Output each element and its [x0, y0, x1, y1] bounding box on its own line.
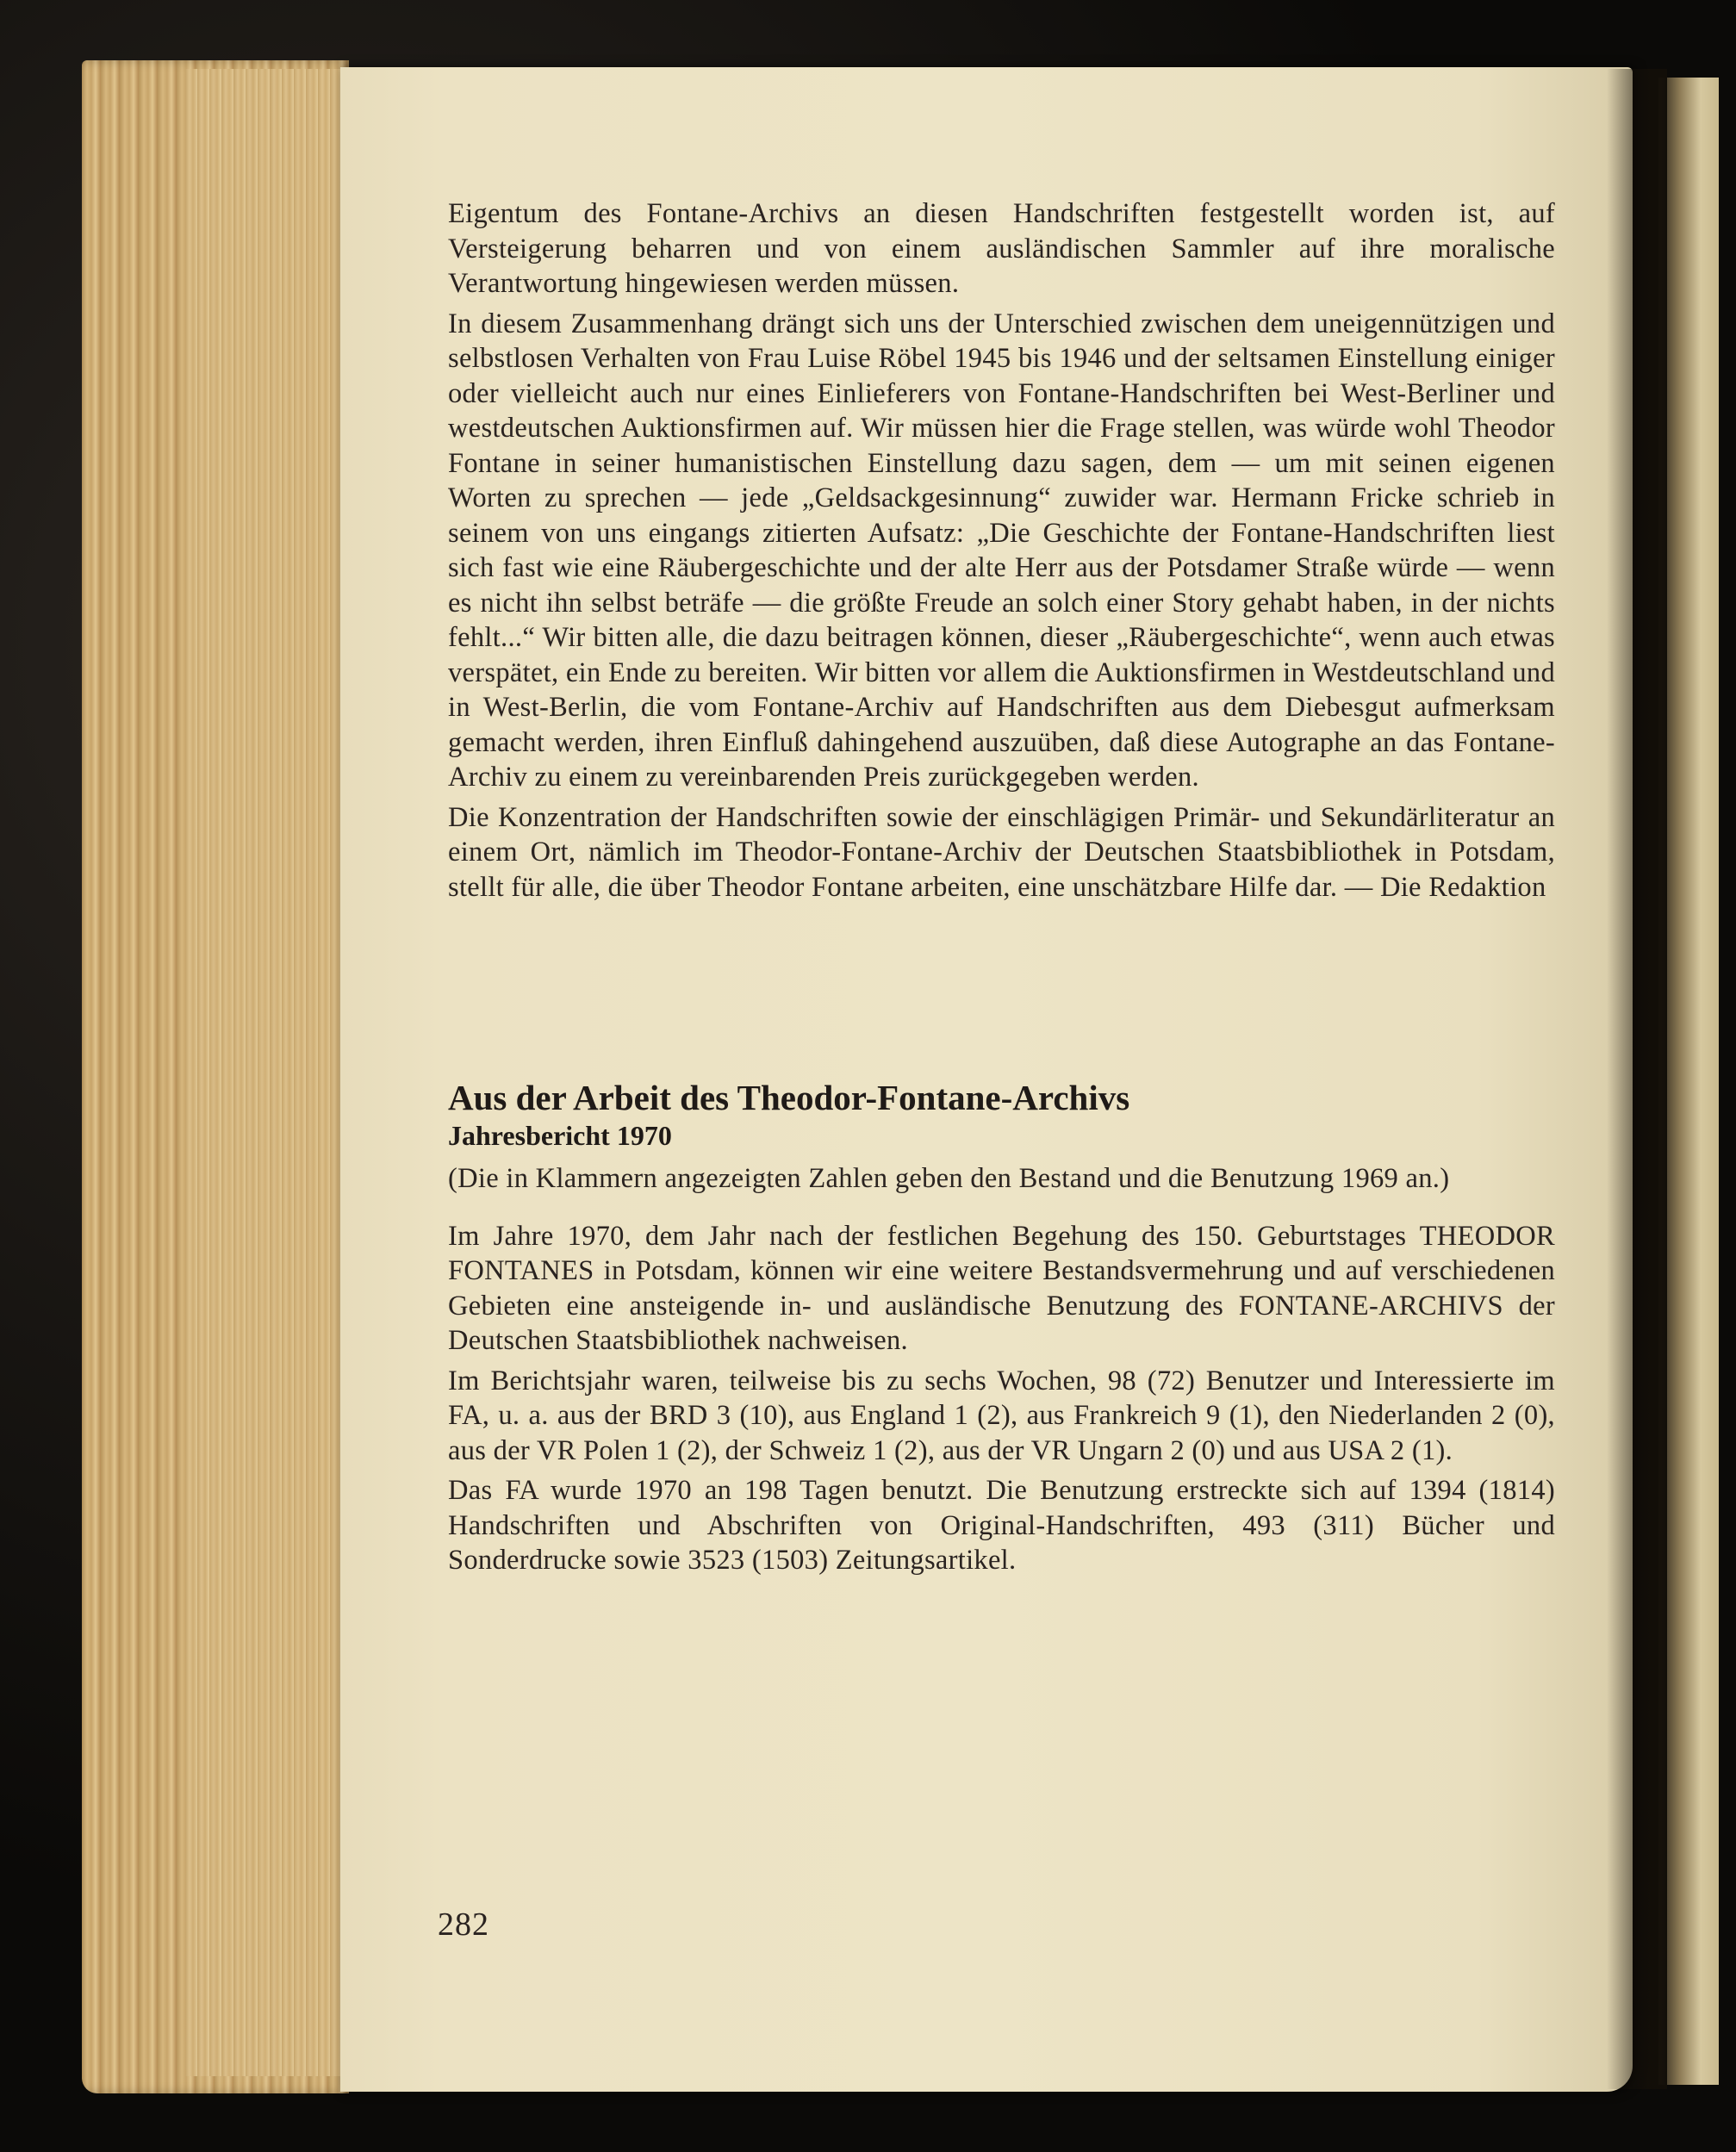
gutter-shadow	[1607, 69, 1667, 2089]
paragraph: Die Konzentration der Handschriften sowie der einschlägigen Primär- und Sekundärliteratur an einem Ort, nämlich im Theodor-Fontane-Archiv der Deutschen Staatsbibliothek in Potsdam, stellt für alle, die über Theodor Fontane arbeiten, eine unschätzbare Hilfe dar. — Die Redaktion	[448, 801, 1555, 903]
next-page-edge	[1658, 78, 1719, 2085]
paragraph: Im Berichtsjahr waren, teilweise bis zu sechs Wochen, 98 (72) Benutzer und Interessierte im FA, u. a. aus der BRD 3 (10), aus England 1 (2), aus Frankreich 9 (1), den Niederlanden 2 (0), aus der VR Polen 1 (2), der Schweiz 1 (2), aus der VR Ungarn 2 (0) und aus USA 2 (1).	[448, 1365, 1555, 1466]
paragraph: Das FA wurde 1970 an 198 Tagen benutzt. Die Benutzung erstreckte sich auf 1394 (1814) Handschriften und Abschriften von Original-Handschriften, 493 (311) Bücher und Sonderdrucke sowie 3523 (1503) Zeitungsartikel.	[448, 1475, 1555, 1576]
page-number: 282	[438, 1906, 489, 1943]
paragraph: In diesem Zusammenhang drängt sich uns der Unterschied zwischen dem uneigennützigen und selbstlosen Verhalten von Frau Luise Röbel 1945 bis 1946 und der seltsamen Einstellung einiger oder vielleicht auch nur eines Einlieferers von Fontane-Handschriften bei West-Berliner und westdeutschen Auktionsfirmen auf. Wir müssen hier die Frage stellen, was würde wohl Theodor Fontane in seiner humanistischen Einstellung dazu sagen, dem — um mit seinen eigenen Worten zu sprechen — jede „Geldsackgesinnung“ zuwider war. Hermann Fricke schrieb in seinem von uns eingangs zitierten Aufsatz: „Die Geschichte der Fontane-Handschriften liest sich fast wie eine Räubergeschichte und der alte Herr aus der Potsdamer Straße würde — wenn es nicht ihn selbst beträfe — die größte Freude an solch einer Story gehabt haben, in der nichts fehlt...“ Wir bitten alle, die dazu beitragen können, dieser „Räubergeschichte“, wenn auch etwas verspätet, ein Ende zu bereiten. Wir bitten vor allem die Auktionsfirmen in Westdeutschland und in West-Berlin, die vom Fontane-Archiv auf Handschriften aus dem Diebesgut aufmerksam gemacht werden, ihren Einfluß dahingehend auszuüben, daß diese Autographe an das Fontane-Archiv zu einem zu vereinbarenden Preis zurückgegeben werden.	[448, 308, 1555, 793]
page-edges-inner	[185, 69, 345, 2076]
section-subheading: Jahresbericht 1970	[448, 1120, 672, 1151]
section-heading: Aus der Arbeit des Theodor-Fontane-Archivs	[448, 1078, 1130, 1117]
paragraph: Im Jahre 1970, dem Jahr nach der festlichen Begehung des 150. Geburtstages THEODOR FONTANES in Potsdam, können wir eine weitere Bestandsvermehrung und auf verschiedenen Gebieten eine ansteigende in- und ausländische Benutzung des FONTANE-ARCHIVS der Deutschen Staatsbibliothek nachweisen.	[448, 1220, 1555, 1356]
section-note: (Die in Klammern angezeigten Zahlen geben den Bestand und die Benutzung 1969 an.)	[448, 1163, 1450, 1194]
paragraph: Eigentum des Fontane-Archivs an diesen Handschriften festgestellt worden ist, auf Versteigerung beharren und von einem ausländischen Sammler auf ihre moralische Verantwortung hingewiesen werden müssen.	[448, 198, 1555, 299]
page-text	[448, 196, 1555, 1583]
